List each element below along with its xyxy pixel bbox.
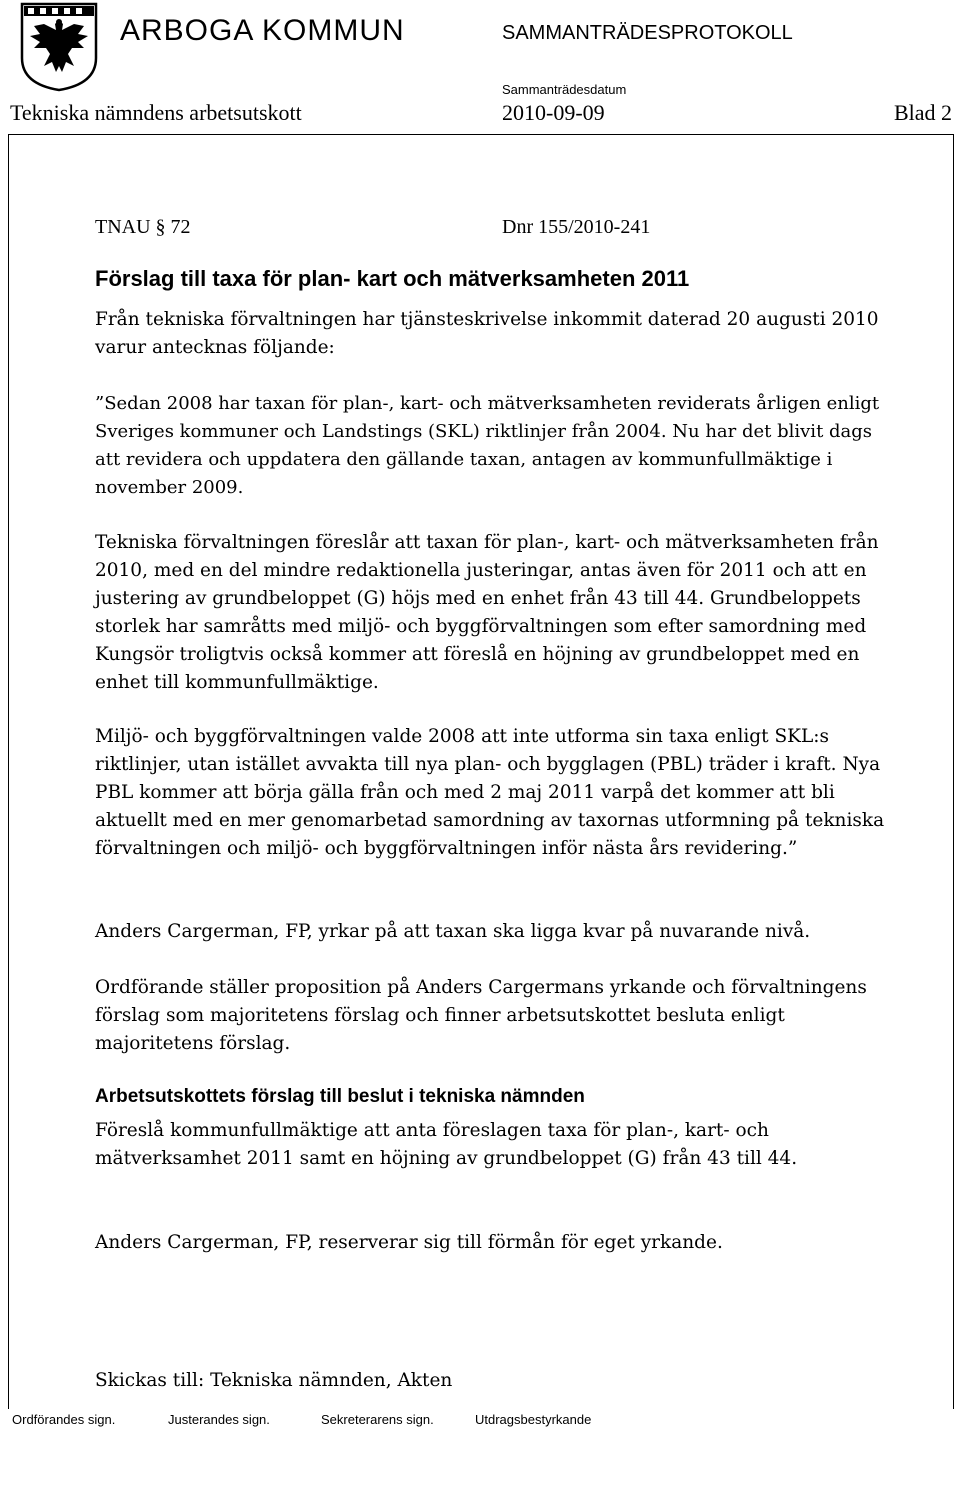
organization-name: ARBOGA KOMMUN bbox=[120, 14, 405, 47]
case-reference: TNAU § 72 bbox=[95, 216, 191, 238]
document-type: SAMMANTRÄDESPROTOKOLL bbox=[502, 22, 793, 44]
date-label: Sammanträdesdatum bbox=[502, 82, 627, 97]
committee-name: Tekniska nämndens arbetsutskott bbox=[10, 100, 302, 125]
decision-heading: Arbetsutskottets förslag till beslut i tekniska nämnden bbox=[95, 1086, 585, 1107]
case-title: Förslag till taxa för plan- kart och mätverksamheten 2011 bbox=[95, 266, 690, 291]
meeting-date: 2010-09-09 bbox=[502, 100, 605, 125]
quote-paragraph-1: ”Sedan 2008 har taxan för plan-, kart- och mätverksamheten reviderats årligen enligt Sveriges kommuner och Landstings (SKL) riktlinjer från 2004. Nu har det blivit dags att revidera och uppdatera den gällande taxan, antagen av kommunfullmäktige i november 2009. bbox=[95, 393, 880, 498]
intro-paragraph: Från tekniska förvaltningen har tjänsteskrivelse inkommit daterad 20 augusti 2010 varur antecknas följande: bbox=[95, 309, 879, 358]
municipal-coat-of-arms-logo bbox=[18, 0, 100, 92]
chair-signature-label: Ordförandes sign. bbox=[12, 1412, 116, 1427]
extract-certification-label: Utdragsbestyrkande bbox=[475, 1412, 592, 1427]
page-number: Blad 2 bbox=[893, 100, 952, 125]
adjuster-signature-label: Justerandes sign. bbox=[168, 1412, 270, 1427]
case-number: Dnr 155/2010-241 bbox=[502, 216, 651, 238]
secretary-signature-label: Sekreterarens sign. bbox=[321, 1412, 434, 1427]
motion-paragraph: Anders Cargerman, FP, yrkar på att taxan ska ligga kvar på nuvarande nivå. bbox=[95, 921, 811, 942]
quote-paragraph-2: Tekniska förvaltningen föreslår att taxan för plan-, kart- och mätverksamheten från 2010, med en del mindre redaktionella justeringar, antas även för 2011 och att en justering av grundbeloppet (G) höjs med en enhet från 43 till 44. Grundbeloppets storlek har samråtts med miljö- och byggförvaltningen som efter samordning med Kungsör troligtvis också kommer att föreslå en höjning av grundbeloppet med en enhet till kommunfullmäktige. bbox=[95, 532, 879, 693]
quote-paragraph-3: Miljö- och byggförvaltningen valde 2008 att inte utforma sin taxa enligt SKL:s riktlinjer, utan istället avvakta till nya plan- och bygglagen (PBL) träder i kraft. Nya PBL kommer att börja gälla från och med 2 maj 2011 varpå det kommer att bli aktuellt med en mer genomarbetad samordning av taxornas utformning på tekniska förvaltningen och miljö- och byggförvaltningen inför nästa års revidering.” bbox=[95, 726, 885, 859]
sent-to-line: Skickas till: Tekniska nämnden, Akten bbox=[95, 1370, 453, 1391]
reservation-paragraph: Anders Cargerman, FP, reserverar sig till förmån för eget yrkande. bbox=[95, 1232, 723, 1253]
decision-paragraph: Föreslå kommunfullmäktige att anta föreslagen taxa för plan-, kart- och mätverksamhet 2011 samt en höjning av grundbeloppet (G) från 43 till 44. bbox=[95, 1120, 798, 1169]
proposition-paragraph: Ordförande ställer proposition på Anders Cargermans yrkande och förvaltningens förslag som majoritetens förslag och finner arbetsutskottet besluta enligt majoritetens förslag. bbox=[95, 977, 867, 1054]
